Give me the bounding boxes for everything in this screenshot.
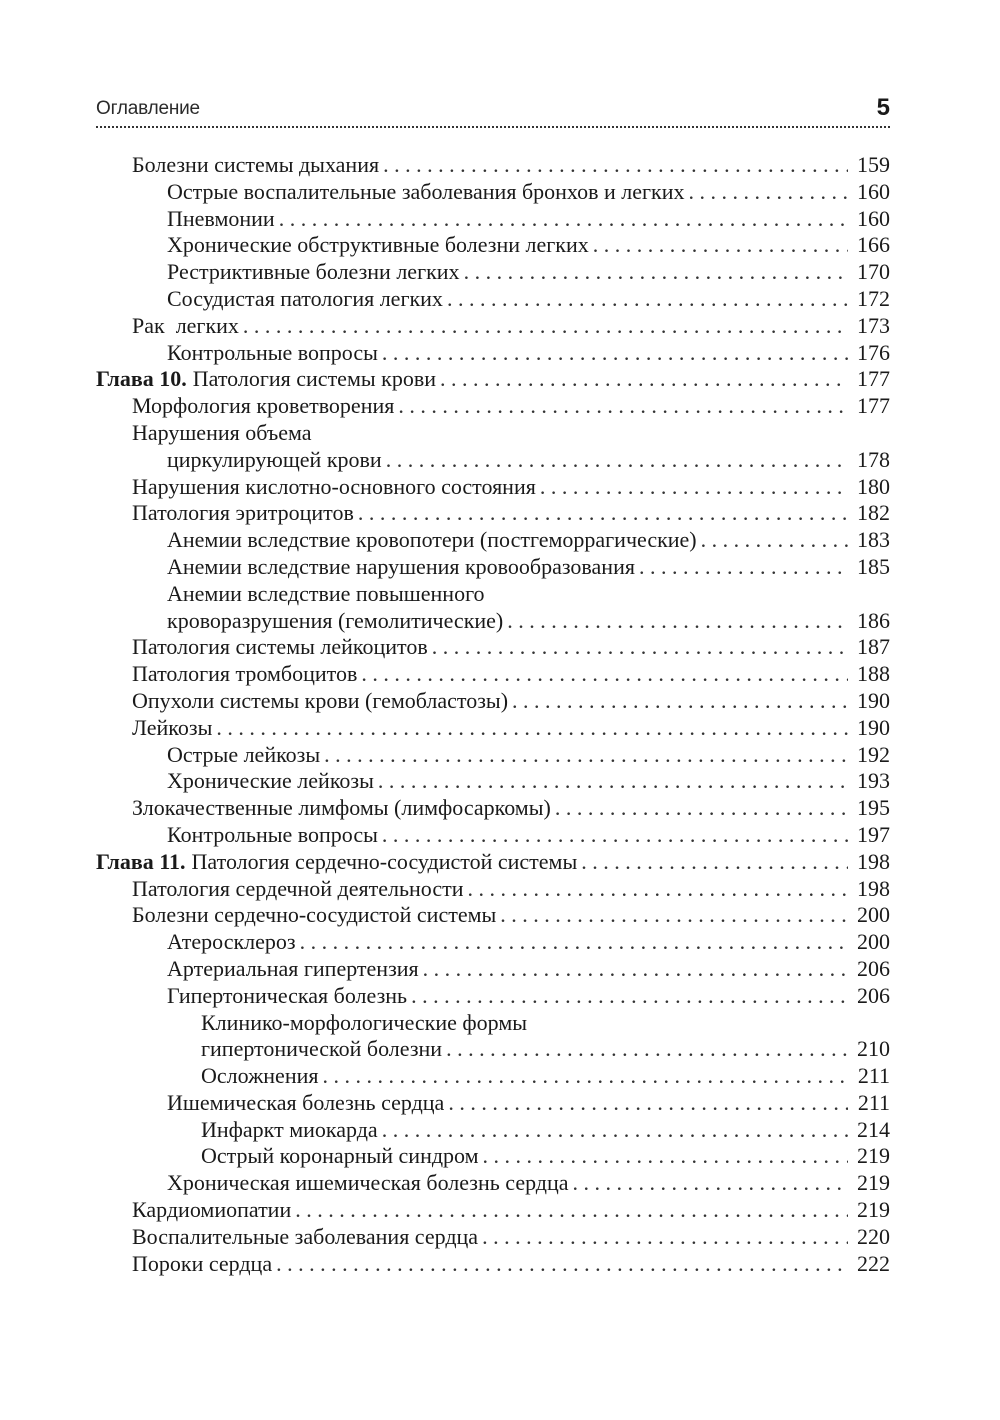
page-header [96, 96, 890, 128]
toc-entry-title: Нарушения объема [132, 419, 312, 445]
toc-entry[interactable] [96, 286, 890, 313]
toc-entry[interactable] [96, 742, 890, 769]
leader-dots [500, 902, 848, 929]
chapter-label: Глава 11. [96, 848, 186, 874]
toc-entry[interactable] [96, 500, 890, 527]
toc-entry[interactable] [96, 822, 890, 849]
leader-dots [448, 1090, 848, 1117]
toc-entry[interactable] [96, 1197, 890, 1224]
toc-entry-title: Контрольные вопросы [167, 339, 378, 365]
toc-entry[interactable] [96, 876, 890, 903]
toc-entry-page: 222 [857, 1250, 890, 1276]
toc-entry[interactable] [96, 608, 890, 635]
toc-entry-page: 211 [857, 1089, 890, 1115]
toc-entry-page: 193 [857, 768, 890, 794]
toc-entry-page: 197 [857, 821, 890, 847]
toc-entry-title: Кардиомиопатии [132, 1197, 292, 1223]
toc-entry-page: 187 [857, 634, 890, 660]
leader-dots [324, 742, 848, 769]
leader-dots [432, 634, 848, 661]
toc-entry[interactable] [96, 1117, 890, 1144]
toc-entry[interactable] [96, 1251, 890, 1278]
toc-entry-title: Пневмонии [167, 205, 275, 231]
toc-entry-title: Острый коронарный синдром [201, 1143, 479, 1169]
toc-entry-continued[interactable] [96, 420, 890, 447]
toc-entry-page: 180 [857, 473, 890, 499]
toc-entry-continued[interactable] [96, 581, 890, 608]
leader-dots [382, 340, 848, 367]
toc-entry-title: Острые лейкозы [167, 741, 321, 767]
toc-entry-title: Морфология кроветворения [132, 393, 395, 419]
toc-entry-title: Анемии вследствие нарушения кровообразования [167, 553, 635, 579]
toc-entry-page: 176 [857, 339, 890, 365]
toc-entry-page: 159 [857, 152, 890, 177]
leader-dots [440, 366, 848, 393]
toc-entry-page: 219 [857, 1143, 890, 1169]
toc-entry-title: Артериальная гипертензия [167, 955, 419, 981]
toc-chapter[interactable] [96, 849, 890, 876]
leader-dots [216, 715, 848, 742]
toc-entry-page: 177 [857, 393, 890, 419]
toc-entry-title: гипертонической болезни [201, 1036, 443, 1062]
toc-entry[interactable] [96, 206, 890, 233]
toc-entry-title: Хроническая ишемическая болезнь сердца [167, 1170, 569, 1196]
toc-entry-title: Злокачественные лимфомы (лимфосаркомы) [132, 795, 551, 821]
toc-entry[interactable] [96, 313, 890, 340]
table-of-contents [96, 152, 890, 1277]
toc-entry-title: Патология сердечной деятельности [132, 875, 464, 901]
toc-entry-title: Осложнения [201, 1063, 319, 1089]
toc-entry[interactable] [96, 447, 890, 474]
toc-entry[interactable] [96, 661, 890, 688]
toc-entry-title: Хронические обструктивные болезни легких [167, 232, 589, 258]
toc-entry-page: 195 [857, 795, 890, 821]
leader-dots [383, 152, 848, 179]
toc-entry-page: 214 [857, 1116, 890, 1142]
toc-entry[interactable] [96, 259, 890, 286]
leader-dots [467, 876, 848, 903]
toc-entry-title: Атеросклероз [167, 929, 296, 955]
leader-dots [593, 232, 848, 259]
toc-entry[interactable] [96, 795, 890, 822]
toc-entry-title: Сосудистая патология легких [167, 285, 443, 311]
toc-entry-title: Рак легких [132, 312, 239, 338]
leader-dots [411, 983, 848, 1010]
running-title: Оглавление [96, 98, 200, 119]
toc-entry-title: Острые воспалительные заболевания бронхов и легких [167, 178, 685, 204]
leader-dots [446, 1036, 848, 1063]
toc-entry[interactable] [96, 393, 890, 420]
toc-entry-title: Патология системы лейкоцитов [132, 634, 428, 660]
toc-entry-title: Патология системы крови [192, 366, 436, 392]
leader-dots [323, 1063, 849, 1090]
leader-dots [507, 608, 848, 635]
toc-entry-page: 192 [857, 741, 890, 767]
page-number: 5 [876, 94, 890, 121]
toc-entry[interactable] [96, 474, 890, 501]
toc-entry[interactable] [96, 688, 890, 715]
toc-entry-title: Болезни системы дыхания [132, 152, 380, 177]
leader-dots [398, 393, 848, 420]
leader-dots [423, 956, 848, 983]
toc-entry-title: Пороки сердца [132, 1250, 273, 1276]
toc-entry-page: 185 [857, 553, 890, 579]
toc-entry-page: 177 [857, 366, 890, 392]
leader-dots [483, 1143, 848, 1170]
toc-entry-page: 183 [857, 527, 890, 553]
toc-entry-page: 210 [857, 1036, 890, 1062]
leader-dots [276, 1251, 848, 1278]
toc-entry-page: 219 [857, 1170, 890, 1196]
leader-dots [540, 474, 848, 501]
leader-dots [639, 554, 848, 581]
toc-entry-title: Опухоли системы крови (гемобластозы) [132, 687, 509, 713]
toc-entry-page: 220 [857, 1223, 890, 1249]
toc-entry[interactable] [96, 768, 890, 795]
toc-entry-page: 182 [857, 500, 890, 526]
toc-entry-title: Воспалительные заболевания сердца [132, 1223, 479, 1249]
toc-entry-page: 190 [857, 687, 890, 713]
leader-dots [243, 313, 848, 340]
toc-entry-title: Болезни сердечно-сосудистой системы [132, 902, 497, 928]
toc-entry-title: Контрольные вопросы [167, 821, 378, 847]
leader-dots [300, 929, 848, 956]
toc-entry-title: циркулирующей крови [167, 446, 382, 472]
toc-entry[interactable] [96, 634, 890, 661]
toc-entry-page: 173 [857, 312, 890, 338]
toc-entry[interactable] [96, 1170, 890, 1197]
toc-entry-title: кроворазрушения (гемолитические) [167, 607, 504, 633]
leader-dots [295, 1197, 848, 1224]
toc-entry[interactable] [96, 983, 890, 1010]
toc-entry-page: 211 [857, 1063, 890, 1089]
leader-dots [382, 1117, 848, 1144]
toc-entry[interactable] [96, 1036, 890, 1063]
toc-entry-title: Нарушения кислотно-основного состояния [132, 473, 536, 499]
leader-dots [581, 849, 848, 876]
toc-entry-title: Гипертоническая болезнь [167, 982, 408, 1008]
toc-chapter[interactable] [96, 366, 890, 393]
toc-entry-title: Хронические лейкозы [167, 768, 374, 794]
toc-entry[interactable] [96, 232, 890, 259]
toc-entry[interactable] [96, 1224, 890, 1251]
toc-entry[interactable] [96, 340, 890, 367]
toc-entry-title: Патология тромбоцитов [132, 661, 358, 687]
leader-dots [482, 1224, 848, 1251]
toc-entry-page: 172 [857, 285, 890, 311]
toc-entry[interactable] [96, 527, 890, 554]
toc-entry-page: 200 [857, 929, 890, 955]
toc-entry[interactable] [96, 929, 890, 956]
leader-dots [512, 688, 848, 715]
toc-entry[interactable] [96, 1143, 890, 1170]
toc-entry-title: Патология сердечно-сосудистой системы [191, 848, 578, 874]
toc-entry[interactable] [96, 1090, 890, 1117]
toc-entry-page: 190 [857, 714, 890, 740]
toc-entry-title: Клинико-морфологические формы [201, 1009, 528, 1035]
leader-dots [382, 822, 848, 849]
toc-entry-continued[interactable] [96, 1010, 890, 1037]
toc-entry-title: Патология эритроцитов [132, 500, 354, 526]
toc-entry-page: 198 [857, 875, 890, 901]
toc-entry-page: 188 [857, 661, 890, 687]
toc-entry-title: Лейкозы [132, 714, 213, 740]
toc-entry-title: Анемии вследствие кровопотери (постгеморрагические) [167, 527, 697, 553]
toc-entry-title: Ишемическая болезнь сердца [167, 1089, 445, 1115]
chapter-label: Глава 10. [96, 366, 187, 392]
toc-entry-title: Рестриктивные болезни легких [167, 259, 460, 285]
leader-dots [279, 206, 848, 233]
leader-dots [688, 179, 848, 206]
toc-entry[interactable] [96, 715, 890, 742]
toc-entry-page: 178 [857, 446, 890, 472]
toc-entry-page: 170 [857, 259, 890, 285]
toc-entry[interactable] [96, 956, 890, 983]
toc-entry-page: 198 [857, 848, 890, 874]
toc-entry-page: 186 [857, 607, 890, 633]
toc-entry[interactable] [96, 152, 890, 179]
leader-dots [464, 259, 848, 286]
toc-entry-page: 206 [857, 982, 890, 1008]
toc-entry-page: 166 [857, 232, 890, 258]
toc-entry-page: 206 [857, 955, 890, 981]
toc-entry-title: Инфаркт миокарда [201, 1116, 378, 1142]
leader-dots [573, 1170, 848, 1197]
leader-dots [555, 795, 848, 822]
leader-dots [447, 286, 848, 313]
toc-entry-page: 160 [857, 205, 890, 231]
toc-entry-page: 200 [857, 902, 890, 928]
leader-dots [358, 500, 848, 527]
leader-dots [386, 447, 848, 474]
toc-entry-page: 219 [857, 1197, 890, 1223]
leader-dots [701, 527, 848, 554]
leader-dots [361, 661, 848, 688]
toc-entry[interactable] [96, 554, 890, 581]
toc-entry[interactable] [96, 902, 890, 929]
toc-entry[interactable] [96, 1063, 890, 1090]
toc-entry-title: Анемии вследствие повышенного [167, 580, 485, 606]
leader-dots [378, 768, 848, 795]
toc-entry[interactable] [96, 179, 890, 206]
toc-entry-page: 160 [857, 178, 890, 204]
